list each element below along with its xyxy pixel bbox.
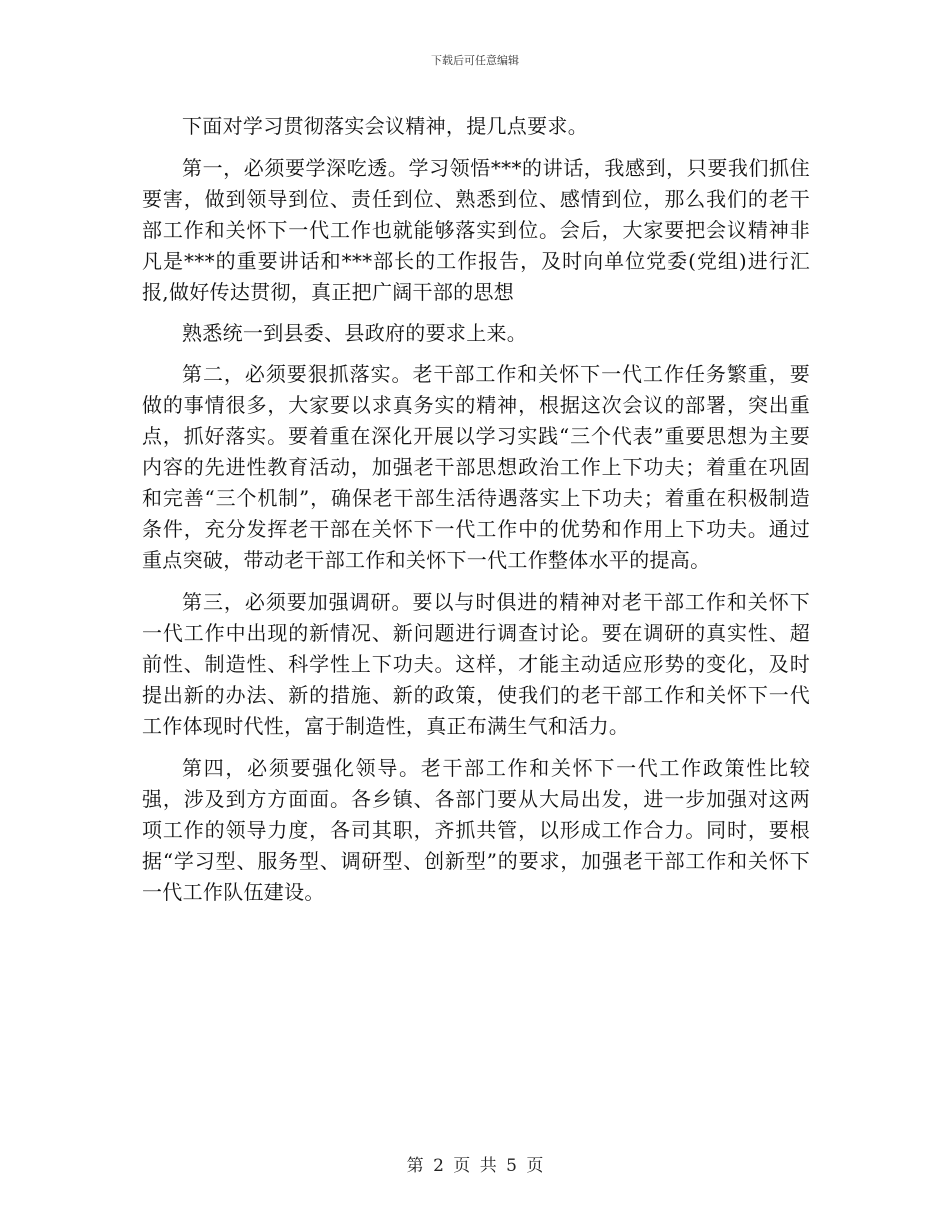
total-pages-number: 5: [506, 1156, 517, 1176]
page-footer: [0, 1155, 950, 1177]
download-edit-note: 下载后可任意编辑: [431, 54, 519, 67]
current-page-number: 2: [433, 1156, 444, 1176]
paragraph-intro: 下面对学习贯彻落实会议精神，提几点要求。: [182, 114, 588, 138]
document-body: [142, 111, 810, 908]
paragraph-fourth-requirement: 第四，必须要强化领导。老干部工作和关怀下一代工作政策性比较强，涉及到方方面面。各乡镇、各部门要从大局出发，进一步加强对这两项工作的领导力度，各司其职，齐抓共管，以形成工作合力。同时，要根据“学习型、服务型、调研型、创新型”的要求，加强老干部工作和关怀下一代工作队伍建设。: [142, 756, 810, 904]
page-label: 页: [453, 1156, 471, 1176]
paragraph-first-requirement: 第一，必须要学深吃透。学习领悟***的讲话，我感到，只要我们抓住要害，做到领导到位、责任到位、熟悉到位、感情到位，那么我们的老干部工作和关怀下一代工作也就能够落实到位。会后，大家要把会议精神非凡是***的重要讲话和***部长的工作报告，及时向单位党委(党组)进行汇报,做好传达贯彻，真正把广阔干部的思想: [142, 156, 810, 304]
total-prefix: 共: [479, 1156, 497, 1176]
paragraph-second-requirement: 第二，必须要狠抓落实。老干部工作和关怀下一代工作任务繁重，要做的事情很多，大家要以求真务实的精神，根据这次会议的部署，突出重点，抓好落实。要着重在深化开展以学习实践“三个代表”重要思想为主要内容的先进性教育活动，加强老干部思想政治工作上下功夫；着重在巩固和完善“三个机制”，确保老干部生活待遇落实上下功夫；着重在积极制造条件，充分发挥老干部在关怀下一代工作中的优势和作用上下功夫。通过重点突破，带动老干部工作和关怀下一代工作整体水平的提高。: [142, 362, 810, 572]
total-suffix: 页: [526, 1156, 544, 1176]
paragraph-first-continuation: 熟悉统一到县委、县政府的要求上来。: [182, 321, 528, 345]
paragraph-third-requirement: 第三，必须要加强调研。要以与时俱进的精神对老干部工作和关怀下一代工作中出现的新情况、新问题进行调查讨论。要在调研的真实性、超前性、制造性、科学性上下功夫。这样，才能主动适应形势的变化，及时提出新的办法、新的措施、新的政策，使我们的老干部工作和关怀下一代工作体现时代性，富于制造性，真正布满生气和活力。: [142, 590, 810, 738]
page-header: [0, 53, 950, 69]
page-number-prefix: 第: [406, 1156, 424, 1176]
